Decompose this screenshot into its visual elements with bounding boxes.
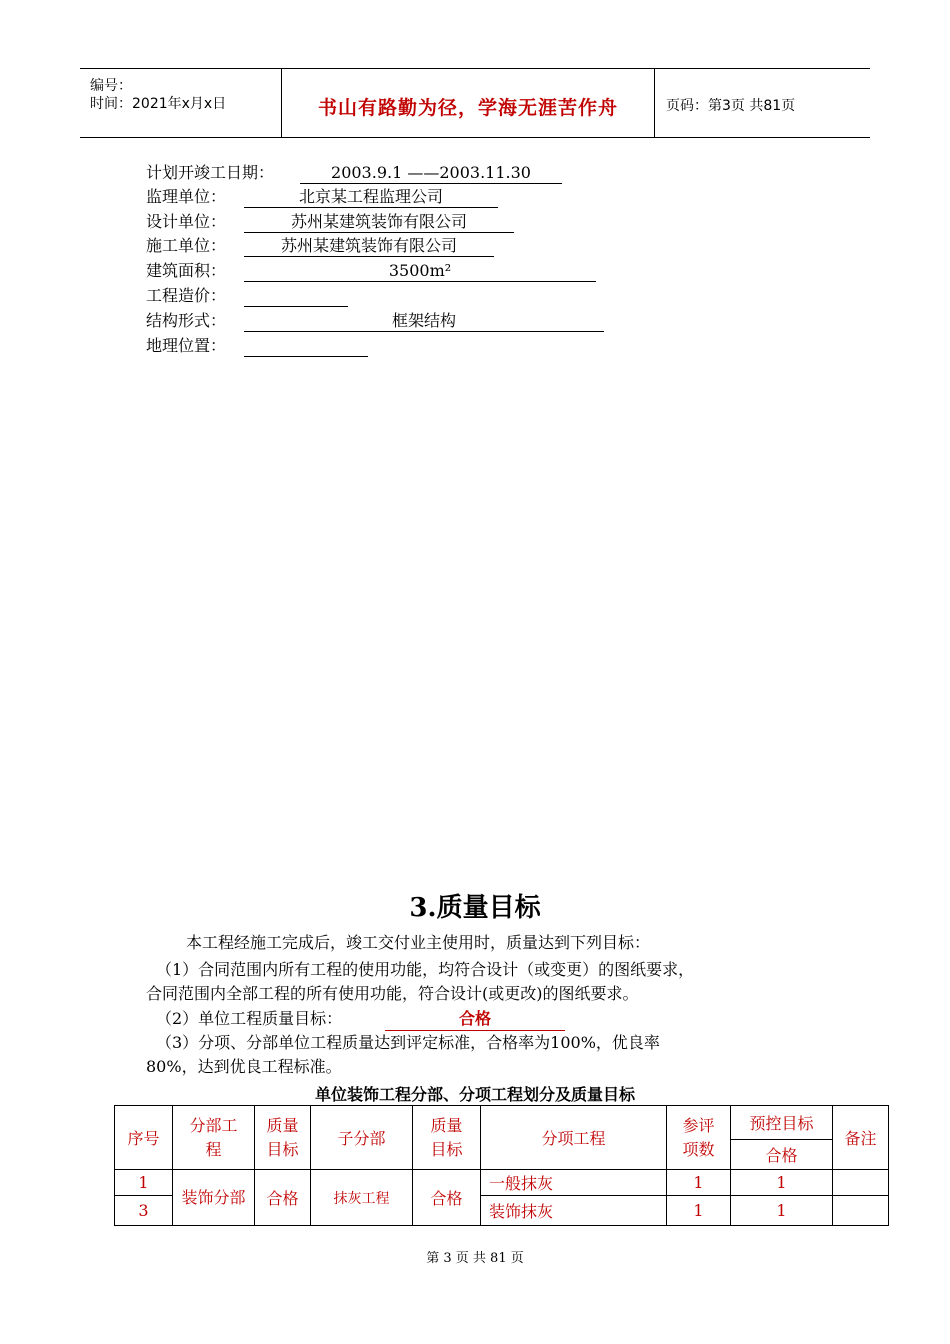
info-label: 监理单位： [146,187,227,206]
header-subdivision: 子分部 [311,1106,413,1170]
info-line-location [146,335,226,357]
info-value: 北京某工程监理公司 [244,186,498,208]
info-value [244,335,368,357]
header-quality-1 [255,1106,311,1170]
header-quality-2-text: 质量目标 [430,1115,463,1159]
quality-2-value: 合格 [413,1170,481,1226]
table-header-row [115,1106,889,1140]
goal-item-2: （2）单位工程质量目标： [156,1009,343,1028]
row-item: 装饰抹灰 [481,1196,667,1226]
page-header [80,68,870,138]
division-value [173,1170,255,1226]
info-value: 3500m² [244,260,596,282]
header-target-sub: 合格 [731,1140,833,1170]
row-count: 1 [667,1196,731,1226]
header-page-number: 页码：第3页 共81页 [666,98,796,114]
header-quality-1-text: 质量目标 [266,1115,299,1159]
info-value: 框架结构 [244,310,604,332]
info-value: 苏州某建筑装饰有限公司 [244,211,514,233]
table-title: 单位装饰工程分部、分项工程划分及质量目标 [314,1085,635,1104]
page-footer: 第 3 页 共 81 页 [426,1251,524,1266]
row-target: 1 [731,1196,833,1226]
header-note: 备注 [833,1106,889,1170]
header-seq: 序号 [115,1106,173,1170]
header-target: 预控目标 [731,1106,833,1140]
row-seq: 1 [115,1170,173,1196]
header-division [173,1106,255,1170]
info-label: 结构形式： [146,311,227,330]
goal-item-1-line-2: 合同范围内全部工程的所有使用功能，符合设计(或更改)的图纸要求。 [146,984,639,1003]
intro-paragraph: 本工程经施工完成后，竣工交付业主使用时，质量达到下列目标： [186,933,651,952]
header-count [667,1106,731,1170]
row-note [833,1196,889,1226]
row-note [833,1170,889,1196]
document-code-label: 编号： [90,78,132,94]
goal-item-3-line-2: 80%，达到优良工程标准。 [146,1057,342,1076]
info-line-area [146,260,452,282]
info-label: 建筑面积： [146,261,227,280]
header-meta-cell [80,69,282,137]
info-value: 苏州某建筑装饰有限公司 [244,235,494,257]
info-label: 计划开竣工日期： [146,163,275,182]
unit-quality-goal-value: 合格 [385,1008,565,1031]
info-line-contractor [146,235,457,257]
info-line-designer [146,211,467,233]
info-line-cost [146,285,226,307]
subdivision-value: 抹灰工程 [311,1170,413,1226]
division-value-text: 装饰分部 [181,1188,246,1207]
row-seq: 3 [115,1196,173,1226]
info-label: 工程造价： [146,286,227,305]
header-motto-cell [282,69,655,137]
quality-1-value: 合格 [255,1170,311,1226]
info-value [244,285,348,307]
info-label: 设计单位： [146,212,227,231]
info-label: 地理位置： [146,336,227,355]
header-count-text: 参评项数 [682,1115,715,1159]
row-count: 1 [667,1170,731,1196]
table-row [115,1170,889,1196]
goal-item-1-line-1: （1）合同范围内所有工程的使用功能，均符合设计（或变更）的图纸要求， [156,960,695,979]
info-line-supervisor [146,186,443,208]
document-time-label: 时间：2021年x月x日 [90,96,227,112]
row-item: 一般抹灰 [481,1170,667,1196]
info-label: 施工单位： [146,236,227,255]
header-motto: 书山有路勤为径，学海无涯苦作舟 [317,97,618,119]
quality-target-table [114,1105,889,1226]
info-line-structure [146,310,456,332]
goal-item-3-line-1: （3）分项、分部单位工程质量达到评定标准，合格率为100%，优良率 [156,1033,660,1052]
info-line-schedule [146,162,531,184]
header-division-text: 分部工程 [189,1115,238,1159]
header-quality-2 [413,1106,481,1170]
info-value: 2003.9.1 ——2003.11.30 [300,162,562,184]
header-item: 分项工程 [481,1106,667,1170]
section-title: 3.质量目标 [409,893,541,923]
header-page-cell [656,69,870,137]
row-target: 1 [731,1170,833,1196]
